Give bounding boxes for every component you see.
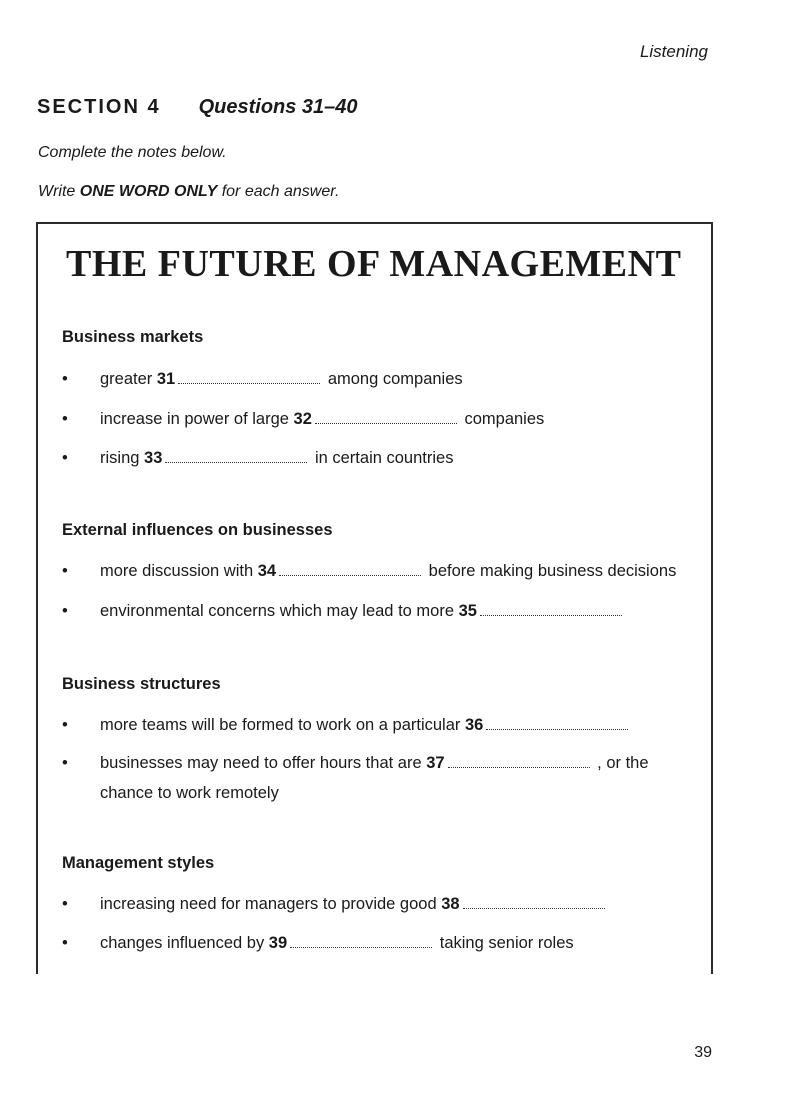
note-item-38	[62, 889, 692, 919]
item-text-after: among companies	[323, 370, 463, 388]
question-number: 33	[144, 449, 163, 467]
bullet-icon: •	[62, 895, 68, 913]
note-item-31	[62, 364, 692, 394]
item-text-after: , or the chance to work remotely	[100, 754, 649, 802]
instruction-complete-notes: Complete the notes below.	[38, 144, 227, 161]
running-head: Listening	[639, 42, 708, 61]
item-text-before: more discussion with	[100, 562, 258, 580]
bullet-icon: •	[62, 562, 68, 580]
item-text-before: more teams will be formed to work on a particular	[100, 716, 465, 734]
item-text-before: rising	[100, 449, 145, 467]
group-heading-management-styles: Management styles	[62, 854, 215, 872]
bullet-icon: •	[62, 602, 68, 620]
item-text-before: greater	[100, 370, 157, 388]
group-heading-business-markets: Business markets	[62, 328, 204, 346]
item-text-before: changes influenced by	[100, 934, 269, 952]
instruction-word-limit-bold: ONE WORD ONLY	[79, 183, 218, 200]
note-item-39	[62, 928, 692, 958]
instruction-prefix: Write	[38, 183, 80, 200]
group-heading-external-influences: External influences on businesses	[62, 521, 333, 539]
question-number: 39	[268, 934, 288, 952]
answer-gap-31[interactable]	[178, 379, 320, 384]
note-item-33	[62, 443, 692, 473]
note-item-35	[62, 596, 692, 626]
item-text-after: companies	[459, 410, 545, 428]
item-text-before: businesses may need to offer hours that are	[100, 754, 427, 772]
question-number: 38	[441, 895, 460, 913]
question-number: 32	[293, 410, 312, 428]
question-number: 35	[458, 602, 477, 620]
note-item-32	[62, 404, 692, 434]
group-heading-business-structures: Business structures	[62, 675, 221, 693]
question-number: 37	[426, 754, 445, 772]
answer-gap-34[interactable]	[279, 571, 421, 576]
questions-range: Questions 31–40	[198, 96, 358, 118]
answer-gap-33[interactable]	[165, 458, 307, 463]
page-number: 39	[694, 1044, 712, 1061]
note-item-36	[62, 710, 692, 740]
answer-gap-37[interactable]	[448, 763, 590, 768]
section-heading	[37, 96, 358, 119]
bullet-icon: •	[62, 449, 68, 467]
item-text-after: taking senior roles	[435, 934, 574, 952]
answer-gap-38[interactable]	[463, 904, 605, 909]
item-text-before: increase in power of large	[100, 410, 294, 428]
item-text-before: environmental concerns which may lead to more	[100, 602, 459, 620]
bullet-icon: •	[62, 410, 68, 428]
note-item-37	[62, 748, 652, 808]
item-text-before: increasing need for managers to provide good	[100, 895, 442, 913]
note-item-34	[62, 556, 692, 586]
instruction-word-limit	[38, 183, 339, 201]
bullet-icon: •	[62, 716, 68, 734]
answer-gap-35[interactable]	[480, 611, 622, 616]
question-number: 36	[464, 716, 484, 734]
answer-gap-36[interactable]	[486, 725, 628, 730]
answer-gap-39[interactable]	[290, 943, 432, 948]
question-number: 34	[257, 562, 277, 580]
bullet-icon: •	[62, 370, 68, 388]
notes-box	[36, 222, 713, 974]
answer-gap-32[interactable]	[315, 419, 457, 424]
item-text-after: before making business decisions	[424, 562, 677, 580]
section-label: SECTION 4	[37, 96, 161, 118]
bullet-icon: •	[62, 754, 68, 772]
question-number: 31	[156, 370, 176, 388]
notes-title: THE FUTURE OF MANAGEMENT	[66, 243, 682, 285]
instruction-suffix: for each answer.	[217, 183, 340, 200]
bullet-icon: •	[62, 934, 68, 952]
item-text-after: in certain countries	[310, 449, 454, 467]
